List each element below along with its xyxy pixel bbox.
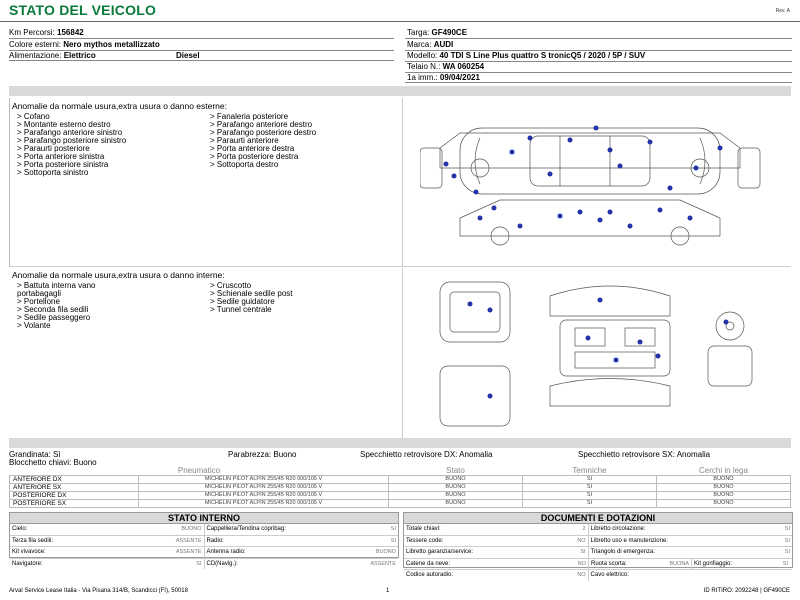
damage-marker <box>648 140 653 145</box>
cell-label: Libretto circolazione: <box>590 526 646 532</box>
summary-specchietto-dx: Specchietto retrovisore DX: Anomalia <box>360 450 493 459</box>
car-outline <box>530 136 650 186</box>
car-outline <box>450 292 500 332</box>
steering-wheel-view <box>708 312 752 386</box>
cell <box>404 536 589 547</box>
info-alimentazione: Alimentazione: Elettrico <box>9 51 96 60</box>
cell-value: ASSENTE <box>370 560 396 567</box>
cell <box>10 559 205 570</box>
documenti-box <box>403 512 793 578</box>
cell-label: Libretto garanzia/service: <box>406 549 474 555</box>
cell-value: SI <box>390 537 396 544</box>
cell-value: SI <box>196 560 202 567</box>
table-row <box>10 547 398 559</box>
list-item: > Tunnel centrale <box>210 305 272 314</box>
cell <box>589 547 792 558</box>
table-row <box>10 484 791 492</box>
list-item: > Porta posteriore sinistra <box>17 160 109 169</box>
summary-parabrezza: Parabrezza: Buono <box>228 450 297 459</box>
tyre-model: MICHELIN PILOT ALPIN 255/45 R20 000/105 V <box>139 476 389 484</box>
list-item: > Sedile guidatore <box>210 297 275 306</box>
cell-value: BUONO <box>181 526 202 532</box>
tyre-position: ANTERIORE SX <box>10 484 139 492</box>
damage-marker <box>608 210 613 215</box>
car-front-view <box>420 148 442 188</box>
header-rule <box>0 21 800 22</box>
list-item: > Seconda fila sedili <box>17 305 89 314</box>
tyre-position: POSTERIORE DX <box>10 492 139 500</box>
info-telaio: Telaio N.: WA 060254 <box>407 62 485 71</box>
cell-label: Terza fila sedili: <box>12 537 54 544</box>
footer-id: ID RITIRO: 2092248 | GF490CE <box>703 588 790 594</box>
list-item: > Volante <box>17 321 51 330</box>
rear-hatch-view <box>440 366 510 426</box>
car-side-view-top <box>440 133 740 177</box>
damage-marker <box>598 218 603 223</box>
summary-blocchetto: Blocchetto chiavi: Buono <box>9 458 97 467</box>
list-item: > Porta anteriore sinistra <box>17 152 105 161</box>
car-top-view <box>460 128 720 194</box>
damage-marker <box>474 190 479 195</box>
car-outline <box>550 379 670 407</box>
cell-label: Antenna radio: <box>206 549 246 555</box>
external-list-1 <box>17 113 126 177</box>
cell-value: NO <box>577 560 586 567</box>
cell <box>10 524 205 535</box>
list-item: > Porta posteriore destra <box>210 152 299 161</box>
car-outline <box>708 346 752 386</box>
table-row <box>10 536 398 548</box>
damage-marker <box>488 308 493 313</box>
car-outline <box>560 320 670 376</box>
rule <box>402 98 403 266</box>
cell <box>205 536 399 547</box>
tyre-status: BUONO <box>389 500 523 508</box>
cell-label: Libretto uso e manutenzione: <box>590 537 668 544</box>
cell <box>10 536 205 547</box>
damage-marker <box>488 394 493 399</box>
cell-value: BUONO <box>375 549 396 555</box>
damage-marker <box>594 126 599 131</box>
section-band <box>9 86 791 96</box>
cell-label: Navigatore: <box>12 560 43 567</box>
cell-value: NO <box>577 537 586 544</box>
cell-label: Cavo elettrico: <box>590 572 629 578</box>
cell-label: Totale chiavi: <box>406 526 441 532</box>
damage-marker <box>444 162 449 167</box>
cell-value: SI <box>782 560 788 567</box>
damage-marker <box>718 146 723 151</box>
cabin-top-view <box>560 320 670 376</box>
table-row <box>404 559 792 571</box>
info-targa: Targa: GF490CE <box>407 28 468 37</box>
tyre-rims: BUONO <box>657 484 791 492</box>
list-item: portabagagli <box>17 289 62 298</box>
damage-marker <box>558 214 563 219</box>
summary-grandinata: Grandinata: Sì <box>9 450 61 459</box>
summary-specchietto-sx: Specchietto retrovisore SX: Anomalia <box>578 450 711 459</box>
external-list-2 <box>210 113 316 169</box>
damage-marker <box>694 166 699 171</box>
damage-marker <box>614 358 619 363</box>
cell-value: ASSENTE <box>175 537 202 544</box>
damage-marker <box>452 174 457 179</box>
rule <box>9 38 394 39</box>
list-item: > Portellone <box>17 297 60 306</box>
list-item: > Parafango posteriore sinistro <box>17 136 127 145</box>
list-item: > Parafango anteriore sinistro <box>17 128 123 137</box>
tyre-tem: SI <box>523 484 657 492</box>
cell <box>589 570 792 581</box>
cell-label: Cappelliera/Tendina copribag: <box>206 526 286 532</box>
damage-marker <box>608 148 613 153</box>
rule <box>402 268 403 438</box>
car-rear-view <box>738 148 760 188</box>
rule <box>405 82 792 83</box>
cell-label: Radio: <box>206 537 224 544</box>
car-outline <box>440 133 740 168</box>
cell <box>205 547 399 558</box>
list-item: > Cofano <box>17 112 50 121</box>
stato-interno-title: STATO INTERNO <box>10 513 398 524</box>
cell <box>404 547 589 558</box>
damage-marker <box>510 150 515 155</box>
list-item: > Porta anteriore destra <box>210 144 295 153</box>
header-cerchi: Cerchi in lega <box>657 466 791 476</box>
damage-marker <box>478 216 483 221</box>
tyre-model: MICHELIN PILOT ALPIN 255/45 R20 000/105 V <box>139 492 389 500</box>
cell <box>589 536 792 547</box>
documenti-title: DOCUMENTI E DOTAZIONI <box>404 513 792 524</box>
info-alimentazione-2: Diesel <box>176 51 200 60</box>
cell-label: CD(Navig.): <box>206 560 238 567</box>
table-row <box>404 570 792 581</box>
dashboard-view <box>550 286 670 316</box>
cell-value: SI <box>784 549 790 555</box>
revision-label: Rev. A <box>775 8 790 14</box>
tyres-table <box>9 466 791 508</box>
list-item: > Montante esterno destro <box>17 120 111 129</box>
cell <box>10 547 205 558</box>
list-item: > Sottoporta sinistro <box>17 168 89 177</box>
damage-marker <box>656 354 661 359</box>
trunk-view <box>440 282 510 342</box>
tyre-model: MICHELIN PILOT ALPIN 255/45 R20 000/105 V <box>139 484 389 492</box>
internal-title: Anomalie da normale usura,extra usura o danno interne: <box>12 270 225 280</box>
cell-label: Kit vivavoce: <box>12 549 46 555</box>
tyre-tem: SI <box>523 500 657 508</box>
table-row <box>404 536 792 548</box>
list-item: > Parafango anteriore destro <box>210 120 313 129</box>
rule <box>405 38 792 39</box>
car-outline <box>440 366 510 426</box>
car-outline <box>460 128 720 194</box>
damage-marker <box>518 224 523 229</box>
cell-value: SI <box>580 549 586 555</box>
cell-label: Catene da neve: <box>406 560 451 567</box>
internal-list-2 <box>210 282 293 314</box>
section-band <box>9 438 791 448</box>
cell <box>205 559 399 570</box>
list-item: > Sedile passeggero <box>17 313 91 322</box>
damage-marker <box>618 164 623 169</box>
internal-car-diagram <box>430 276 780 436</box>
rule <box>9 60 394 61</box>
cell-value: ASSENTE <box>175 549 202 555</box>
table-row <box>404 524 792 536</box>
damage-marker <box>578 210 583 215</box>
rule <box>9 266 791 267</box>
tyre-rims: BUONO <box>657 500 791 508</box>
tyre-position: ANTERIORE DX <box>10 476 139 484</box>
stato-interno-box <box>9 512 399 567</box>
damage-marker <box>492 206 497 211</box>
car-outline <box>460 200 720 236</box>
damage-marker <box>724 320 729 325</box>
cell-label: Codice autoradio: <box>406 572 454 578</box>
cell-value: 2 <box>582 526 586 532</box>
cell <box>404 559 589 570</box>
table-row <box>10 500 791 508</box>
cell <box>692 559 790 570</box>
seat-view <box>550 379 670 407</box>
tyre-tem: SI <box>523 476 657 484</box>
tyre-tem: SI <box>523 492 657 500</box>
list-item: > Paraurti anteriore <box>210 136 279 145</box>
damage-marker <box>668 186 673 191</box>
info-modello: Modello: 40 TDI S Line Plus quattro S tronicQ5 / 2020 / 5P / SUV <box>407 51 646 60</box>
external-car-diagram <box>420 108 780 258</box>
tyre-position: POSTERIORE SX <box>10 500 139 508</box>
header-pneumatico: Pneumatico <box>10 466 389 476</box>
damage-marker <box>688 216 693 221</box>
damage-marker <box>658 208 663 213</box>
tyre-status: BUONO <box>389 484 523 492</box>
external-title: Anomalie da normale usura,extra usura o danno esterne: <box>12 101 227 111</box>
page-title: STATO DEL VEICOLO <box>9 2 157 18</box>
damage-marker <box>598 298 603 303</box>
info-colore: Colore esterni: Nero mythos metallizzato <box>9 40 160 49</box>
list-item: > Parafango posteriore destro <box>210 128 317 137</box>
damage-marker <box>548 172 553 177</box>
damage-marker <box>528 136 533 141</box>
car-outline <box>550 286 670 316</box>
cell-value: SI <box>390 526 396 532</box>
list-item: > Battuta interna vano <box>17 281 96 290</box>
cell-value: SI <box>784 537 790 544</box>
list-item: > Fanaleria posteriore <box>210 112 289 121</box>
cell <box>404 570 589 581</box>
header-temniche: Temniche <box>523 466 657 476</box>
car-side-view-bottom <box>460 200 720 245</box>
cell-value: BUONA <box>669 560 689 567</box>
cell-label: Kit gonfiaggio: <box>694 560 733 567</box>
cell-label: Triangolo di emergenza: <box>590 549 656 555</box>
cell <box>589 559 692 570</box>
cell-value: SI <box>784 526 790 532</box>
list-item: > Sottoporta destro <box>210 160 279 169</box>
damage-marker <box>568 138 573 143</box>
header-stato: Stato <box>389 466 523 476</box>
car-outline <box>440 282 510 342</box>
footer-address: Arval Service Lease Italia - Via Pisana 314/B, Scandicci (FI), 50018 <box>9 588 188 594</box>
list-item: > Schienale sedile post <box>210 289 293 298</box>
list-item: > Paraurti posteriore <box>17 144 90 153</box>
cell-label: Ruota scorta: <box>591 560 627 567</box>
car-outline <box>716 312 744 340</box>
damage-marker <box>638 340 643 345</box>
info-marca: Marca: AUDI <box>407 40 454 49</box>
table-row <box>10 559 398 570</box>
damage-marker <box>468 302 473 307</box>
cell-value: NO <box>577 572 586 578</box>
cell <box>589 524 792 535</box>
internal-list-1 <box>17 282 96 330</box>
table-row <box>10 476 791 484</box>
info-immatricolazione: 1a imm.: 09/04/2021 <box>407 73 480 82</box>
tyre-model: MICHELIN PILOT ALPIN 255/45 R20 000/105 V <box>139 500 389 508</box>
tyre-rims: BUONO <box>657 492 791 500</box>
tyre-rims: BUONO <box>657 476 791 484</box>
cell-label: Cielo: <box>12 526 28 532</box>
table-row <box>404 547 792 559</box>
footer-page-number: 1 <box>386 588 390 594</box>
table-row <box>10 492 791 500</box>
tyre-status: BUONO <box>389 476 523 484</box>
list-item: > Cruscotto <box>210 281 252 290</box>
table-row <box>10 524 398 536</box>
damage-marker <box>586 336 591 341</box>
damage-marker <box>628 224 633 229</box>
tyre-status: BUONO <box>389 492 523 500</box>
cell <box>404 524 589 535</box>
cell <box>205 524 399 535</box>
info-km: Km Percorsi: 156842 <box>9 28 84 37</box>
cell-label: Tessere code: <box>406 537 444 544</box>
